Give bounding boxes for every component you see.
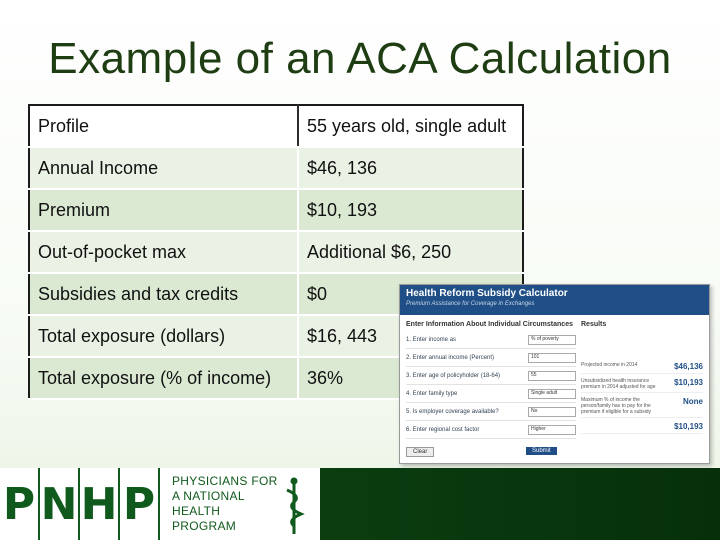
logo-letters [0,468,160,540]
org-line: HEALTH [172,504,221,518]
slide-title: Example of an ACA Calculation [48,34,672,83]
clear-button[interactable]: Clear [406,447,434,457]
row-label: Subsidies and tax credits [29,273,298,315]
row-label: Total exposure (dollars) [29,315,298,357]
row-label: Premium [29,189,298,231]
calculator-header [400,285,709,315]
calculator-inputs [406,321,576,439]
input-label: 4. Enter family type [406,390,458,397]
logo-letter: P [0,468,40,540]
input-row [406,403,576,421]
age-input[interactable]: 55 [528,371,576,381]
cost-factor-select[interactable]: Higher [528,425,576,435]
row-value: Additional $6, 250 [298,231,523,273]
caduceus-icon [280,476,308,536]
results-note [581,330,703,358]
org-line: A NATIONAL [172,489,245,503]
table-row [29,147,523,189]
row-label: Profile [29,105,298,147]
input-row [406,385,576,403]
calculator-subtitle: Premium Assistance for Coverage in Exchanges [406,301,535,307]
calculator-title: Health Reform Subsidy Calculator [406,288,568,299]
result-value: None [683,397,703,406]
logo-letter: N [40,468,80,540]
results-heading: Results [581,321,607,328]
table-row [29,105,523,147]
result-value: $10,193 [674,378,703,387]
row-label: Out-of-pocket max [29,231,298,273]
input-label: 1. Enter income as [406,336,457,343]
input-row [406,367,576,385]
employer-coverage-select[interactable]: No [528,407,576,417]
income-type-select[interactable]: % of poverty [528,335,576,345]
row-value: $10, 193 [298,189,523,231]
input-label: 6. Enter regional cost factor [406,426,480,433]
result-row [581,397,703,418]
row-label: Annual Income [29,147,298,189]
row-value: $16, 443 [298,315,523,357]
table-row [29,189,523,231]
result-value: $10,193 [674,422,703,431]
footer-band [0,468,720,540]
input-row [406,349,576,367]
table-row [29,231,523,273]
input-row [406,421,576,439]
input-row [406,331,576,349]
income-input[interactable]: 101 [528,353,576,363]
pnhp-logo [0,468,320,540]
result-row [581,422,703,434]
result-label: Projected income in 2014 [581,362,638,368]
family-type-select[interactable]: Single adult [528,389,576,399]
calculator-results [581,321,703,434]
result-label: Maximum % of income the person/family has to pay for the premium if eligible for a subsidy [581,397,652,415]
org-name [172,474,278,534]
result-row [581,362,703,374]
result-row [581,378,703,393]
input-label: 2. Enter annual income (Percent) [406,354,495,361]
row-value: 55 years old, single adult [298,105,523,147]
org-line: PROGRAM [172,519,237,533]
input-label: 3. Enter age of policyholder (18-64) [406,372,501,379]
subsidy-calculator-screenshot [399,284,710,464]
row-value: $0 [298,273,523,315]
row-value: $46, 136 [298,147,523,189]
row-label: Total exposure (% of income) [29,357,298,399]
result-label: Unsubsidized health insurance premium in 2014 adjusted for age [581,378,656,390]
row-value: 36% [298,357,523,399]
logo-letter: H [80,468,120,540]
result-value: $46,136 [674,362,703,371]
input-label: 5. Is employer coverage available? [406,408,499,415]
org-line: PHYSICIANS FOR [172,474,278,488]
submit-button[interactable]: Submit [526,447,557,455]
logo-letter: P [120,468,160,540]
result-label [581,422,657,431]
inputs-heading: Enter Information About Individual Circumstances [406,321,573,328]
